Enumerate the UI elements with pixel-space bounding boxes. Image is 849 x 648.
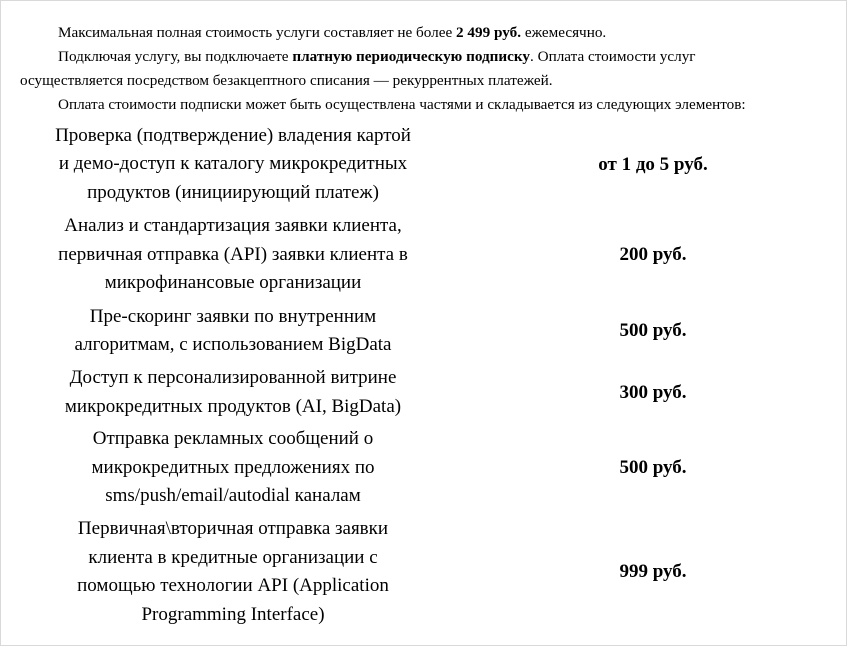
service-description [23,300,443,362]
description-line: Programming Interface) [141,603,325,625]
service-description [23,513,443,631]
service-description [23,119,443,210]
service-price: 300 руб. [619,381,687,403]
pricing-table [23,119,823,631]
pricing-row [23,210,823,300]
description-line: Доступ к персонализированной витрине [69,367,397,388]
description-line: микрокредитных предложениях по [91,456,375,478]
pricing-row [23,513,823,631]
pricing-row [23,362,823,423]
pricing-row [23,300,823,362]
max-cost-period: ежемесячно. [521,24,607,41]
service-price: 500 руб. [619,457,687,478]
description-line: микрофинансовые организации [104,272,362,294]
max-cost-paragraph [58,21,606,45]
max-cost-text: Максимальная полная стоимость услуги составляет не более [58,24,457,41]
description-line: Пре-скоринг заявки по внутренним [89,305,377,327]
description-line: микрокредитных продуктов (AI, BigData) [64,395,402,417]
recurrent-payments-line: осуществляется посредством безакцептного списания — рекуррентных платежей. [20,72,553,89]
description-line: первичная отправка (API) заявки клиента в [58,243,408,265]
service-price: 200 руб. [619,244,687,265]
description-line: продуктов (инициирующий платеж) [87,181,379,203]
max-cost-amount: 2 499 руб. [456,24,522,41]
description-line: sms/push/email/autodial каналам [105,485,361,507]
description-line: клиента в кредитные организации с [88,546,378,568]
service-description [23,423,443,513]
service-price: 500 руб. [619,320,687,341]
payment-parts-paragraph: Оплата стоимости подписки может быть осуществлена частями и складывается из следующих элементов: [58,96,746,113]
pricing-row [23,119,823,210]
service-description [23,210,443,300]
service-description [23,362,443,423]
description-line: Проверка (подтверждение) владения картой [55,124,411,146]
description-line: и демо-доступ к каталогу микрокредитных [58,153,408,175]
subscription-payment-text: . Оплата стоимости услуг [530,48,696,65]
description-line: помощью технологии API (Application [77,575,389,596]
pricing-row [23,423,823,513]
service-price: от 1 до 5 руб. [598,153,708,175]
service-price: 999 руб. [619,561,687,582]
subscription-type: платную периодическую подписку [292,48,531,65]
description-line: Отправка рекламных сообщений о [92,428,374,450]
description-line: Анализ и стандартизация заявки клиента, [64,215,402,237]
description-line: Первичная\вторичная отправка заявки [77,518,389,539]
description-line: алгоритмам, с использованием BigData [74,334,392,355]
subscription-text: Подключая услугу, вы подключаете [58,48,293,65]
subscription-paragraph [58,45,696,69]
